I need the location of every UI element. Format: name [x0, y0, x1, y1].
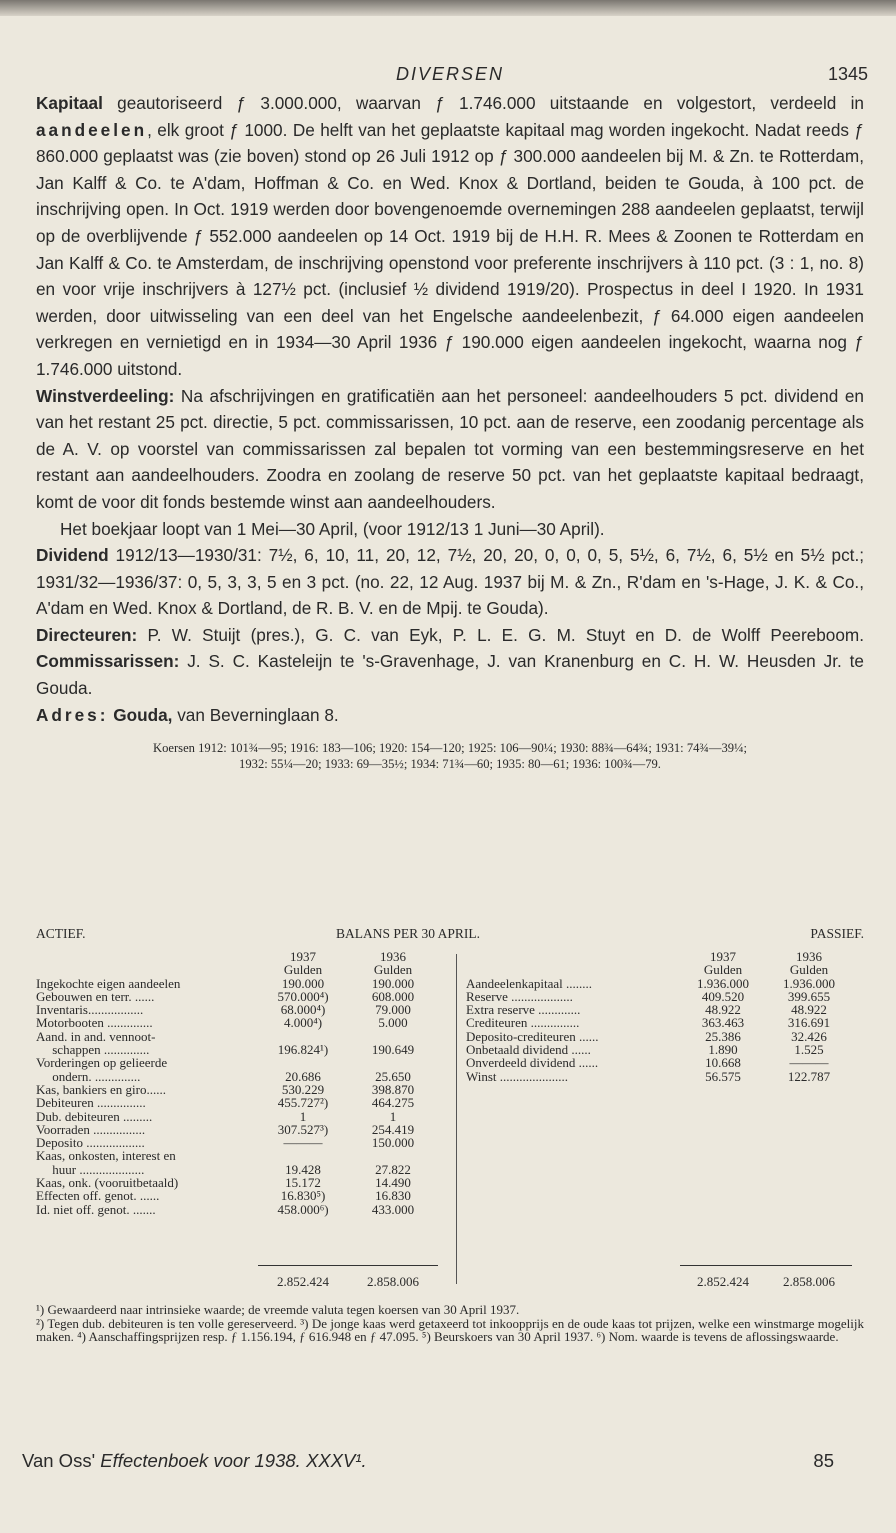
passief-unit-1: Gulden: [703, 962, 743, 978]
actief-row: [36, 1043, 438, 1056]
actief-row: [36, 1083, 438, 1096]
actief-value-1937: 458.000⁶): [277, 1201, 329, 1217]
koersen-line-1: Koersen 1912: 101¾—95; 1916: 183—106; 1920: 154—120; 1925: 106—90¼; 1930: 88¾—64¾; 1931: 74¾—39¼;: [153, 741, 747, 756]
passief-table: [466, 950, 852, 1083]
actief-value-1936: 1: [389, 1108, 397, 1124]
footnote-1: ¹) Gewaardeerd naar intrinsieke waarde; de vreemde valuta tegen koersen van 30 April 1937.: [36, 1302, 520, 1317]
actief-totals: [258, 1265, 438, 1290]
actief-label: Vorderingen op gelieerde: [36, 1055, 168, 1071]
balans-header: [36, 926, 864, 948]
actief-year-1936: 1936: [380, 949, 406, 964]
dividend-text: 1912/13—1930/31: 7½, 6, 10, 11, 20, 12, 7½, 20, 20, 0, 0, 0, 5, 5½, 6, 7½, 6, 5½ en 5½ pct.; 1931/32—1936/37: 0, 5, 3, 3, 5 en 3 pct. (no. 22, 12 Aug. 1937 bij M. & Zn., R'dam en 's-Hage, J. K. & Co., A'dam en Wed. Knox & Dortland, de R. B. V. en de Mpij. te Gouda).: [36, 545, 864, 619]
kapitaal-text2: , elk groot ƒ 1000. De helft van het geplaatste kapitaal mag worden ingekocht. Nadat reeds ƒ 860.000 geplaatst was (zie boven) stond op 26 Juli 1912 op ƒ 300.000 aandeelen bij M. & Zn. te Rotterdam, Jan Kalff & Co. te A'dam, Hoffman & Co. en Wed. Knox & Dortland, beiden te Gouda, à 100 pct. de inschrijving open. In Oct. 1919 werden door bovengenoemde overnemingen 288 aandeelen geplaatst, terwijl op de overblijvende ƒ 552.000 aandeelen op 14 Oct. 1919 bij de H.H. R. Mees & Zoonen te Rotterdam en Jan Kalff & Co. te Amsterdam, de inschrijving openstond voor preferente inschrijvers à 110 pct. (3 : 1, no. 8) en voor vrije inschrijvers à 127½ pct. (inclusief ½ dividend 1919/20). Prospectus in deel I 1920. In 1931 werden, door uitwisseling van een deel van het Engelsche aandeelenbezit, ƒ 64.000 eigen aandeelen verkregen en vernietigd en in 1934—30 April 1936 ƒ 190.000 eigen aandeelen ingekocht, waarna nog ƒ 1.746.000 uitstond.: [36, 119, 864, 379]
passief-row: [466, 1030, 852, 1043]
actief-row: [36, 1176, 438, 1189]
actief-label: ACTIEF.: [36, 926, 86, 941]
actief-row: [36, 1110, 438, 1123]
passief-row: [466, 1056, 852, 1069]
passief-total-1936: 2.858.006: [783, 1274, 835, 1289]
actief-label: Effecten off. genot. ......: [36, 1188, 160, 1204]
actief-value-1936: 433.000: [371, 1201, 415, 1217]
actief-value-1936: [348, 1030, 438, 1043]
actief-value-1937: 1: [299, 1108, 307, 1124]
adres-text: van Beverninglaan 8.: [172, 704, 339, 725]
actief-label: Inventaris.................: [36, 1002, 144, 1018]
actief-label: ondern. ..............: [36, 1068, 141, 1084]
commissarissen-text: J. S. C. Kasteleijn te 's-Gravenhage, J. van Kranenburg en C. H. W. Heusden Jr. te Gouda.: [36, 651, 864, 699]
passief-value-1937: 25.386: [705, 1028, 741, 1044]
adres-label: Adres:: [36, 704, 109, 725]
passief-value-1937: 10.668: [705, 1055, 741, 1071]
commissarissen-label: Commissarissen:: [36, 651, 180, 672]
actief-row: [36, 1003, 438, 1016]
actief-label: Id. niet off. genot. .......: [36, 1201, 156, 1217]
actief-row: [36, 1136, 438, 1149]
passief-year-1937: 1937: [710, 949, 736, 964]
actief-row: [36, 1056, 438, 1069]
footnote-2-6: ²) Tegen dub. debiteuren is ten volle gereserveerd. ³) De jonge kaas werd getaxeerd tot inkoopprijs en de oude kaas tot prijzen, welke een winstmarge mogelijk maken. ⁴) Aanschaffingsprijzen resp. ƒ 1.156.194, ƒ 616.948 en ƒ 47.095. ⁵) Beurskoers van 30 April 1937. ⁶) Nom. waarde is tevens de aflossingswaarde.: [36, 1315, 864, 1344]
actief-value-1936: 25.650: [375, 1068, 411, 1084]
actief-label: Debiteuren ...............: [36, 1095, 146, 1111]
passief-label: Aandeelenkapitaal ........: [466, 975, 592, 991]
passief-value-1936: 399.655: [787, 988, 831, 1004]
actief-row: [36, 1163, 438, 1176]
passief-value-1936: 48.922: [791, 1002, 827, 1018]
balans-title: BALANS PER 30 APRIL.: [336, 926, 481, 941]
kapitaal-label: Kapitaal: [36, 93, 103, 113]
actief-unit-1: Gulden: [283, 962, 323, 978]
directeuren-label: Directeuren:: [36, 624, 138, 645]
actief-value-1936: 27.822: [375, 1161, 411, 1177]
actief-label: schappen ..............: [36, 1042, 150, 1058]
actief-value-1936: 14.490: [375, 1175, 411, 1191]
actief-value-1937: 19.428: [285, 1161, 321, 1177]
passief-row: [466, 1016, 852, 1029]
actief-value-1937: [258, 1030, 348, 1043]
actief-value-1936: [348, 1149, 438, 1162]
actief-label: Gebouwen en terr. ......: [36, 988, 155, 1004]
actief-value-1937: 530.229: [281, 1081, 325, 1097]
column-divider: [456, 954, 457, 1284]
actief-value-1936: 150.000: [371, 1135, 415, 1151]
actief-row: [36, 1030, 438, 1043]
passief-year-1936: 1936: [796, 949, 822, 964]
actief-value-1937: 190.000: [281, 975, 325, 991]
passief-value-1937: 48.922: [705, 1002, 741, 1018]
section-title: DIVERSEN: [395, 64, 505, 84]
passief-label: Winst .....................: [466, 1068, 569, 1084]
actief-value-1937: [258, 1149, 348, 1162]
actief-label: Motorbooten ..............: [36, 1015, 153, 1031]
passief-row: [466, 1043, 852, 1056]
passief-row: [466, 977, 852, 990]
actief-label: Kaas, onkosten, interest en: [36, 1148, 176, 1164]
actief-value-1936: 5.000: [378, 1015, 408, 1031]
actief-row: [36, 990, 438, 1003]
actief-label: Deposito ..................: [36, 1135, 145, 1151]
passief-label: PASSIEF.: [810, 926, 864, 941]
passief-value-1936: ———: [789, 1055, 829, 1071]
actief-label: Dub. debiteuren .........: [36, 1108, 153, 1124]
actief-value-1936: 398.870: [371, 1081, 415, 1097]
passief-value-1937: 1.936.000: [697, 975, 749, 991]
passief-value-1937: 363.463: [701, 1015, 745, 1031]
actief-value-1936: 79.000: [375, 1002, 411, 1018]
dividend-label: Dividend: [36, 545, 109, 566]
passief-unit-2: Gulden: [789, 962, 829, 978]
passief-total-1937: 2.852.424: [697, 1274, 749, 1289]
actief-value-1937: [258, 1056, 348, 1069]
passief-label: Extra reserve .............: [466, 1002, 581, 1018]
actief-value-1937: ———: [283, 1135, 323, 1151]
actief-value-1937: 570.000⁴): [277, 988, 329, 1004]
actief-value-1937: 196.824¹): [277, 1042, 329, 1058]
actief-table: [36, 950, 438, 1216]
actief-label: huur ....................: [36, 1161, 145, 1177]
footer-prefix: Van Oss': [22, 1450, 101, 1471]
actief-label: Voorraden ................: [36, 1121, 146, 1137]
passief-label: Crediteuren ...............: [466, 1015, 580, 1031]
actief-total-1936: 2.858.006: [367, 1274, 419, 1289]
passief-value-1937: 409.520: [701, 988, 745, 1004]
actief-row: [36, 1096, 438, 1109]
actief-row: [36, 1203, 438, 1216]
actief-year-1937: 1937: [290, 949, 316, 964]
actief-value-1937: 16.830⁵): [280, 1188, 326, 1204]
actief-value-1936: 190.649: [371, 1042, 415, 1058]
actief-row: [36, 1070, 438, 1083]
actief-row: [36, 1149, 438, 1162]
actief-value-1937: 20.686: [285, 1068, 321, 1084]
actief-label: Kaas, onk. (vooruitbetaald): [36, 1175, 179, 1191]
passief-totals: [680, 1265, 852, 1290]
passief-value-1936: 122.787: [787, 1068, 831, 1084]
passief-label: Reserve ...................: [466, 988, 573, 1004]
actief-value-1937: 15.172: [285, 1175, 321, 1191]
passief-label: Onbetaald dividend ......: [466, 1042, 591, 1058]
koersen-line-2: 1932: 55¼—20; 1933: 69—35½; 1934: 71¾—60; 1935: 80—61; 1936: 100¾—79.: [239, 757, 661, 772]
footer-title: Effectenboek voor 1938. XXXV¹.: [100, 1450, 367, 1471]
actief-label: Kas, bankiers en giro......: [36, 1081, 166, 1097]
passief-row: [466, 1003, 852, 1016]
passief-value-1936: 1.936.000: [783, 975, 835, 991]
actief-value-1936: 190.000: [371, 975, 415, 991]
passief-row: [466, 1070, 852, 1083]
passief-value-1936: 1.525: [794, 1042, 824, 1058]
actief-label: Ingekochte eigen aandeelen: [36, 975, 181, 991]
actief-row: [36, 1123, 438, 1136]
actief-value-1937: 307.527³): [277, 1121, 329, 1137]
actief-value-1936: [348, 1056, 438, 1069]
actief-value-1936: 608.000: [371, 988, 415, 1004]
footnotes: [36, 1303, 864, 1344]
actief-row: [36, 977, 438, 990]
passief-value-1936: 32.426: [791, 1028, 827, 1044]
page-number: 1345: [827, 64, 868, 84]
actief-label: Aand. in and. vennoot-: [36, 1028, 156, 1044]
kapitaal-text: geautoriseerd ƒ 3.000.000, waarvan ƒ 1.746.000 uitstaande en volgestort, verdeeld in: [102, 93, 864, 113]
actief-unit-2: Gulden: [373, 962, 413, 978]
actief-value-1936: 254.419: [371, 1121, 415, 1137]
winst-label: Winstverdeeling:: [36, 385, 175, 406]
passief-value-1937: 1.890: [708, 1042, 738, 1058]
actief-value-1937: 68.000⁴): [280, 1002, 326, 1018]
actief-value-1936: 16.830: [375, 1188, 411, 1204]
actief-value-1936: 464.275: [371, 1095, 415, 1111]
passief-label: Deposito-crediteuren ......: [466, 1028, 599, 1044]
passief-label: Onverdeeld dividend ......: [466, 1055, 599, 1071]
adres-city: Gouda,: [113, 704, 173, 725]
balance-sheet: [36, 0, 864, 1533]
actief-total-1937: 2.852.424: [277, 1274, 329, 1289]
actief-row: [36, 1016, 438, 1029]
footer-page-number: 85: [813, 1450, 834, 1471]
aandeelen-spaced: aandeelen: [36, 119, 148, 140]
actief-value-1937: 4.000⁴): [283, 1015, 323, 1031]
actief-value-1937: 455.727²): [277, 1095, 329, 1111]
directeuren-text: P. W. Stuijt (pres.), G. C. van Eyk, P. L. E. G. M. Stuyt en D. de Wolff Peereboom.: [137, 624, 864, 645]
winst-text: Na afschrijvingen en gratificatiën aan het personeel: aandeelhouders 5 pct. dividend en van het restant 25 pct. directie, 5 pct. commissarissen, 10 pct. aan de reserve, een zoodanig percentage als de A. V. op voorstel van commissarissen zal bepalen tot vorming van een bestemmingsreserve en het restant aan aandeelhouders. Zoodra en zoolang de reserve 50 pct. van het geplaatste kapitaal bedraagt, komt de voor dit fonds bestemde winst aan aandeelhouders.: [36, 385, 864, 512]
boekjaar-paragraph: Het boekjaar loopt van 1 Mei—30 April, (voor 1912/13 1 Juni—30 April).: [60, 518, 605, 539]
page-footer: [22, 1450, 834, 1472]
passief-value-1936: 316.691: [787, 1015, 831, 1031]
passief-value-1937: 56.575: [705, 1068, 741, 1084]
actief-row: [36, 1189, 438, 1202]
passief-row: [466, 990, 852, 1003]
